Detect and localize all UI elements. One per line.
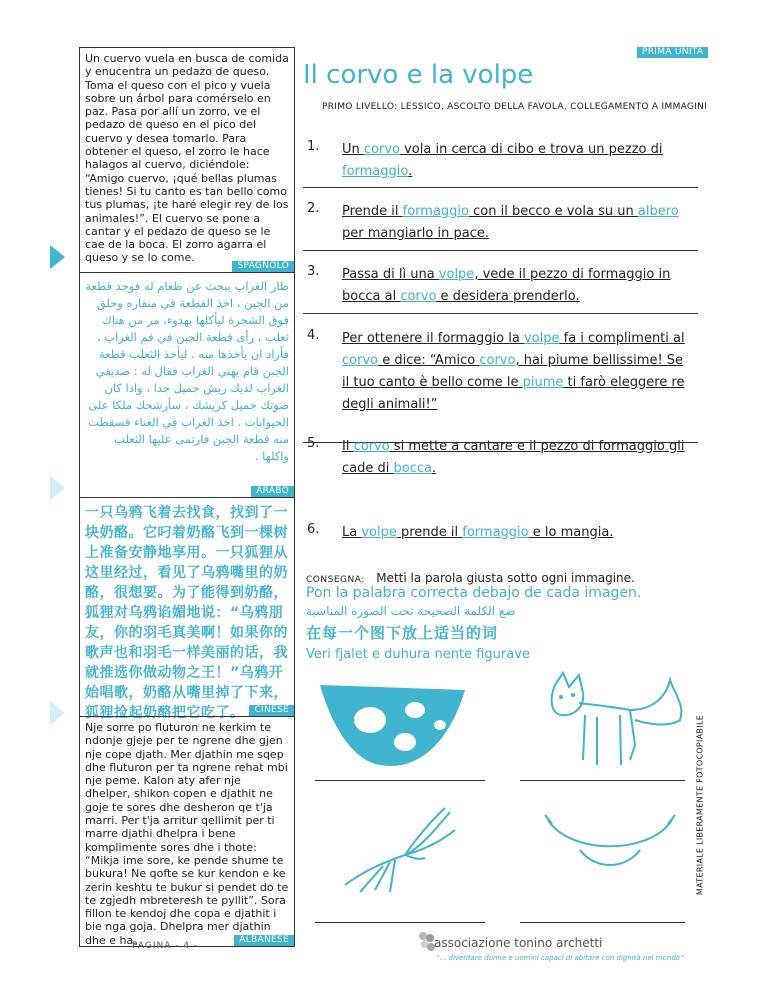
sentence-text xyxy=(342,201,692,245)
translations-panel xyxy=(79,47,295,947)
divider xyxy=(80,497,294,498)
highlighted-word: corvo xyxy=(342,353,379,368)
highlighted-word: formaggio xyxy=(402,204,470,219)
sentence-row xyxy=(303,133,698,188)
arabic-text: طار الغراب يبحث عن طعام له فوجد قطعة من الجبن ، اخذ القطعة في منقاره وحلق فوق الشجرة ليأكلها بهدوء، مر من هناك ثعلب ، رأى قطعة الجبن في فم الغراب ، فأراد ان يأخذها منه . ليأخذ الثعلب قطعة الجبن قام يهني الغراب فقال له : صديقي الغراب لديك ريش جميل جدا ، واذا كان صوتك جميل كريشك ، سأرشحك ملكا على الحيوانات . اخذ الغراب في الغناء فسقطت منه قطعة الجبن فارتمى عليها الثعلب واكلها . xyxy=(85,279,289,463)
copyright-side-label: MATERIALE LIBERAMENTE FOTOCOPIABILE xyxy=(695,714,705,896)
sentence-text xyxy=(342,139,692,183)
page-subtitle: PRIMO LIVELLO: LESSICO, ASCOLTO DELLA FAVOLA, COLLEGAMENTO A IMMAGINI xyxy=(322,102,708,112)
arrow-marker-icon xyxy=(50,245,65,269)
sentence-fragment: e desidera prenderlo. xyxy=(436,289,580,304)
highlighted-word: corvo xyxy=(400,289,437,304)
sentence-number: 3. xyxy=(307,264,320,279)
mouth-figure xyxy=(540,810,680,880)
highlighted-word: corvo xyxy=(353,439,390,454)
sentence-fragment: per mangiarlo in pace. xyxy=(342,226,489,241)
sentence-text xyxy=(342,522,692,544)
highlighted-word: corvo xyxy=(479,353,516,368)
instructions-label: CONSEGNA: xyxy=(306,575,365,585)
sentence-fragment: e lo mangia. xyxy=(528,525,614,540)
chinese-text: 一只乌鸦飞着去找食，找到了一块奶酪。它叼着奶酪飞到一棵树上准备安静地享用。一只狐狸从这里经过，看见了乌鸦嘴里的奶酪，很想要。为了能得到奶酪，狐狸对乌鸦谄媚地说：“乌鸦朋友，你的羽毛真美啊！如果你的歌声也和羽毛一样美丽的话，我就推选你做动物之王！”乌鸦开始唱歌，奶酪从嘴里掉了下来，狐狸捡起奶酪把它吃了。 xyxy=(85,505,288,721)
sentence-text xyxy=(342,436,692,480)
instructions xyxy=(306,571,706,662)
sentence-fragment: con il becco e vola su un xyxy=(469,204,638,219)
highlighted-word: volpe xyxy=(523,331,560,346)
sentence-fragment: La xyxy=(342,525,362,540)
sentence-fragment: , hai piume bellissime! Se il tuo canto è bello come le xyxy=(342,353,684,390)
instruction-arabic: ضع الكلمة الصحيحة تحت الصورة المناسبة xyxy=(306,604,516,618)
sentence-fragment: . xyxy=(431,461,437,476)
instruction-spanish: Pon la palabra correcta debajo de cada imagen. xyxy=(306,585,642,601)
sentence-number: 6. xyxy=(307,522,320,537)
association-motto: “... diventare donne e uomini capaci di abitare con dignità nel mondo” xyxy=(436,954,684,962)
highlighted-word: albero xyxy=(637,204,679,219)
sentence-fragment: . xyxy=(408,164,413,179)
sentence-row xyxy=(303,258,698,314)
cheese-figure xyxy=(310,680,500,790)
divider xyxy=(80,272,294,273)
highlighted-word: corvo xyxy=(363,142,400,157)
spanish-text: Un cuervo vuela en busca de comida y enucentra un pedazo de queso. Toma el queso con el pico y vuela sobre un árbol para comérselo en paz. Pasa por allí un zorro, ve el pedazo de queso en el pico del cuervo y desea tomarlo. Para obtener el queso, el zorro le hace halagos al cuervo, diciéndole: “Amigo cuervo, ¡qué bellas plumas tienes! Si tu canto es tan bello como tus plumas, ¡te haré elegir rey de los animales!”. El cuervo se pone a cantar y el pedazo de queso se le cae de la boca. El zorro agarra el queso y se lo come. xyxy=(85,52,289,265)
chinese-tag: CINESE xyxy=(249,705,294,716)
sentence-row xyxy=(303,322,698,443)
sentence-fragment: , vede il pezzo di formaggio in bocca al xyxy=(342,267,671,304)
answer-line xyxy=(315,922,485,923)
highlighted-word: formaggio xyxy=(462,525,529,540)
sentence-row xyxy=(303,516,698,554)
instruction-albanian: Veri fjalet e duhura nente figurave xyxy=(306,647,530,662)
highlighted-word: volpe xyxy=(438,267,475,282)
answer-line xyxy=(520,780,685,781)
sentence-fragment: Per ottenere il formaggio la xyxy=(342,331,524,346)
sentence-row xyxy=(303,430,698,507)
sentence-text xyxy=(342,328,692,416)
sentence-fragment: si mette a cantare e il pezzo di formaggio gli cade di xyxy=(342,439,685,476)
sentence-fragment: Un xyxy=(342,142,364,157)
sentence-number: 2. xyxy=(307,201,320,216)
instruction-chinese: 在每一个图下放上适当的词 xyxy=(306,624,499,642)
highlighted-word: formaggio xyxy=(342,164,409,179)
spanish-tag: SPAGNOLO xyxy=(232,261,294,272)
highlighted-word: bocca xyxy=(393,461,432,476)
sentence-row xyxy=(303,195,698,251)
sentence-fragment: Il xyxy=(342,439,354,454)
sentence-fragment: e dice: “Amico xyxy=(378,353,480,368)
sentence-number: 4. xyxy=(307,328,320,343)
highlighted-word: piume xyxy=(522,375,564,390)
sentence-number: 1. xyxy=(307,139,320,154)
sentence-fragment: prende il xyxy=(396,525,463,540)
sentence-text xyxy=(342,264,692,308)
sentence-number: 5. xyxy=(307,436,320,451)
sentence-fragment: vola in cerca di cibo e trova un pezzo di xyxy=(399,142,663,157)
arrow-marker-icon xyxy=(50,701,65,725)
divider xyxy=(80,716,294,717)
albanian-text: Nje sorre po fluturon ne kerkim te ndonje gjeje per te ngrene dhe gjen nje cope djath. Mer djathin me sqep dhe fluturon per ta ngrene rehat mbi nje peme. Kalon aty afer nje dhelper, shikon copen e djathit ne goje te sores dhe desheron qe t'ja marri. Per t'ja arritur qellimit per ti marre djathi dhelpra i bene komplimente sores dhe i thote: “Mikja ime sore, ke pende shume te bukura! Ne qofte se kur kendon e ke zerin keshtu te bukur si pendet do te te zgjedh mbreteresh te pyllit”. Sora fillon te kendoj dhe copa e djathit i bie nga goja. Dhelpra mer djathin dhe e ha. xyxy=(85,721,289,947)
sentence-fragment: ti farò eleggere re degli animali!” xyxy=(342,375,685,412)
page-number: PAGINA - 4 - xyxy=(132,941,199,951)
fox-figure xyxy=(535,665,695,780)
sentence-fragment: fa i complimenti al xyxy=(559,331,685,346)
association-name: associazione tonino archetti xyxy=(434,936,603,950)
sentence-fragment: Passa di lì una xyxy=(342,267,439,282)
instruction-italian: Metti la parola giusta sotto ogni immagine. xyxy=(376,571,635,585)
answer-line xyxy=(315,780,485,781)
highlighted-word: volpe xyxy=(361,525,397,540)
albanian-tag: ALBANESE xyxy=(234,935,294,946)
answer-line xyxy=(520,922,685,923)
sentence-fragment: Prende il xyxy=(342,204,403,219)
arrow-marker-icon xyxy=(50,476,65,500)
unit-badge: PRIMA UNITÀ xyxy=(637,47,708,58)
arabic-tag: ARABO xyxy=(251,486,294,497)
page-title: Il corvo e la volpe xyxy=(303,60,534,90)
crow-figure xyxy=(335,800,485,905)
